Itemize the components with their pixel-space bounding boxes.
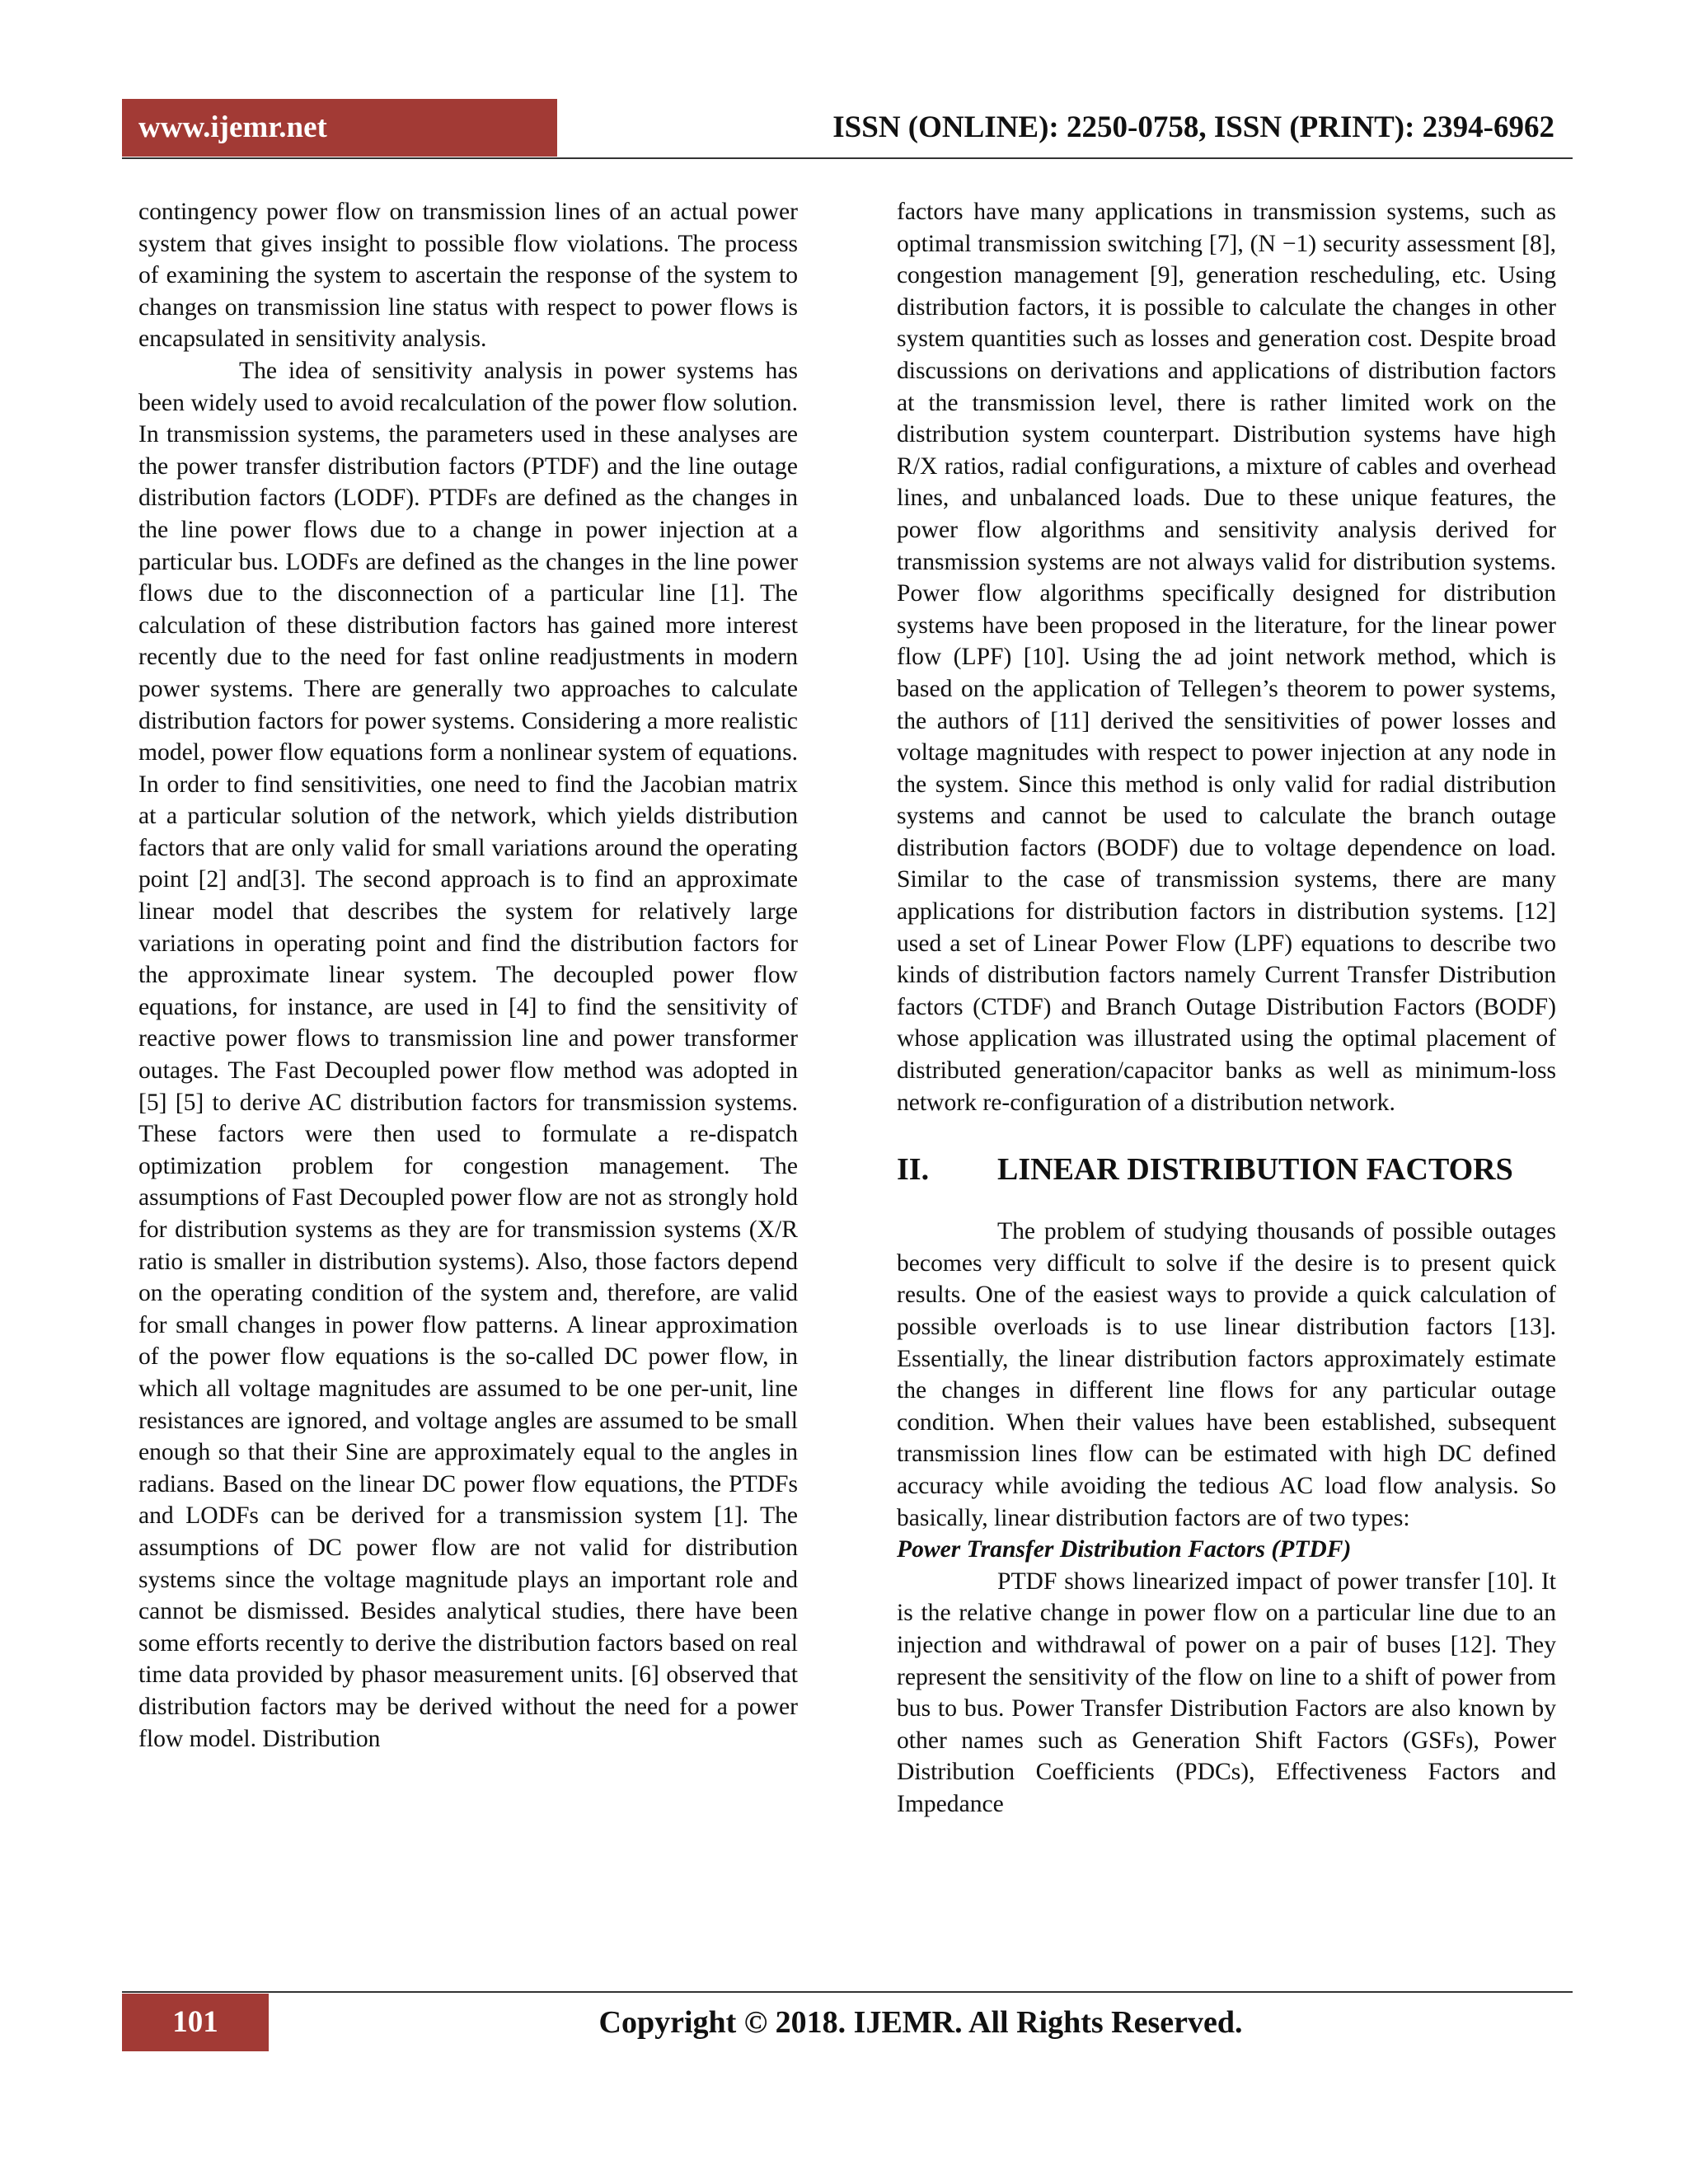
- left-paragraph-1: contingency power flow on transmission lines of an actual power system that gives insight to possible flow violations. The process of examining the system to ascertain the response of the system to changes on transmission line status with respect to power flows is encapsulated in sensitivity analysis.: [138, 199, 798, 353]
- issn-label: ISSN (ONLINE): 2250-0758, ISSN (PRINT): 2394-6962: [832, 110, 1554, 144]
- page-number: 101: [122, 1994, 269, 2051]
- left-paragraph-2: The idea of sensitivity analysis in power systems has been widely used to avoid recalculation of the power flow solution. In transmission systems, the parameters used in these analyses are the power transfer distribution factors (PTDF) and the line outage distribution factors (LODF). PTDFs are defined as the changes in the line power flows due to a change in power injection at a particular bus. LODFs are defined as the changes in the line power flows due to the disconnection of a particular line [1]. The calculation of these distribution factors has gained more interest recently due to the need for fast online readjustments in modern power systems. There are generally two approaches to calculate distribution factors for power systems. Considering a more realistic model, power flow equations form a nonlinear system of equations. In order to find sensitivities, one need to find the Jacobian matrix at a particular solution of the network, which yields distribution factors that are only valid for small variations around the operating point [2] and[3]. The second approach is to find an approximate linear model that describes the system for relatively large variations in operating point and find the distribution factors for the approximate linear system. The decoupled power flow equations, for instance, are used in [4] to find the sensitivity of reactive power flows to transmission line and power transformer outages. The Fast Decoupled power flow method was adopted in [5] [5] to derive AC distribution factors for transmission systems. These factors were then used to formulate a re-dispatch optimization problem for congestion management. The assumptions of Fast Decoupled power flow are not as strongly hold for distribution systems as they are for transmission systems (X/R ratio is smaller in distribution systems). Also, those factors depend on the operating condition of the system and, therefore, are valid for small changes in power flow patterns. A linear approximation of the power flow equations is the so-called DC power flow, in which all voltage magnitudes are assumed to be one per-unit, line resistances are ignored, and voltage angles are assumed to be small enough so that their Sine are approximately equal to the angles in radians. Based on the linear DC power flow equations, the PTDFs and LODFs can be derived for a transmission system [1]. The assumptions of DC power flow are not valid for distribution systems since the voltage magnitude plays an important role and cannot be dismissed. Besides analytical studies, there have been some efforts recently to derive the distribution factors based on real time data provided by phasor measurement units. [6] observed that distribution factors may be derived without the need for a power flow model. Distribution: [138, 357, 798, 1752]
- right-paragraph-2: The problem of studying thousands of possible outages becomes very difficult to solve if the desire is to present quick results. One of the easiest ways to provide a quick calculation of possible overloads is to use linear distribution factors [13]. Essentially, the linear distribution factors approximately estimate the changes in different line flows for any particular outage condition. When their values have been established, subsequent transmission lines flow can be estimated with high DC defined accuracy while avoiding the tedious AC load flow analysis. So basically, linear distribution factors are of two types:: [897, 1218, 1556, 1531]
- page-header: [122, 99, 1573, 157]
- left-column: [138, 196, 798, 1755]
- copyright-notice: Copyright © 2018. IJEMR. All Rights Reserved.: [598, 2005, 1243, 2040]
- header-divider: [122, 157, 1573, 159]
- footer-divider: [122, 1991, 1573, 1993]
- right-paragraph-3: PTDF shows linearized impact of power transfer [10]. It is the relative change in power flow on a particular line due to an injection and withdrawal of power on a pair of buses [12]. They represent the sensitivity of the flow on line to a shift of power from bus to bus. Power Transfer Distribution Factors are also known by other names such as Generation Shift Factors (GSFs), Power Distribution Coefficients (PDCs), Effectiveness Factors and Impedance: [897, 1568, 1556, 1817]
- right-column: [897, 196, 1556, 1821]
- journal-site-label: www.ijemr.net: [122, 99, 557, 157]
- section-heading: [897, 1150, 1556, 1189]
- right-paragraph-1: factors have many applications in transmission systems, such as optimal transmission switching [7], (N −1) security assessment [8], congestion management [9], generation rescheduling, etc. Using distribution factors, it is possible to calculate the changes in other system quantities such as losses and generation cost. Despite broad discussions on derivations and applications of distribution factors at the transmission level, there is rather limited work on the distribution system counterpart. Distribution systems have high R/X ratios, radial configurations, a mixture of cables and overhead lines, and unbalanced loads. Due to these unique features, the power flow algorithms and sensitivity analysis derived for transmission systems are not always valid for distribution systems. Power flow algorithms specifically designed for distribution systems have been proposed in the literature, for the linear power flow (LPF) [10]. Using the ad joint network method, which is based on the application of Tellegen’s theorem to power systems, the authors of [11] derived the sensitivities of power losses and voltage magnitudes with respect to power injection at any node in the system. Since this method is only valid for radial distribution systems and cannot be used to calculate the branch outage distribution factors (BODF) due to voltage dependence on load. Similar to the case of transmission systems, there are many applications for distribution factors in distribution systems. [12] used a set of Linear Power Flow (LPF) equations to describe two kinds of distribution factors namely Current Transfer Distribution factors (CTDF) and Branch Outage Distribution Factors (BODF) whose application was illustrated using the optimal placement of distributed generation/capacitor banks as well as minimum-loss network re-configuration of a distribution network.: [897, 199, 1556, 1116]
- section-number: II.: [897, 1152, 930, 1188]
- section-title: LINEAR DISTRIBUTION FACTORS: [997, 1152, 1513, 1188]
- subheading-ptdf: Power Transfer Distribution Factors (PTDF): [897, 1536, 1352, 1563]
